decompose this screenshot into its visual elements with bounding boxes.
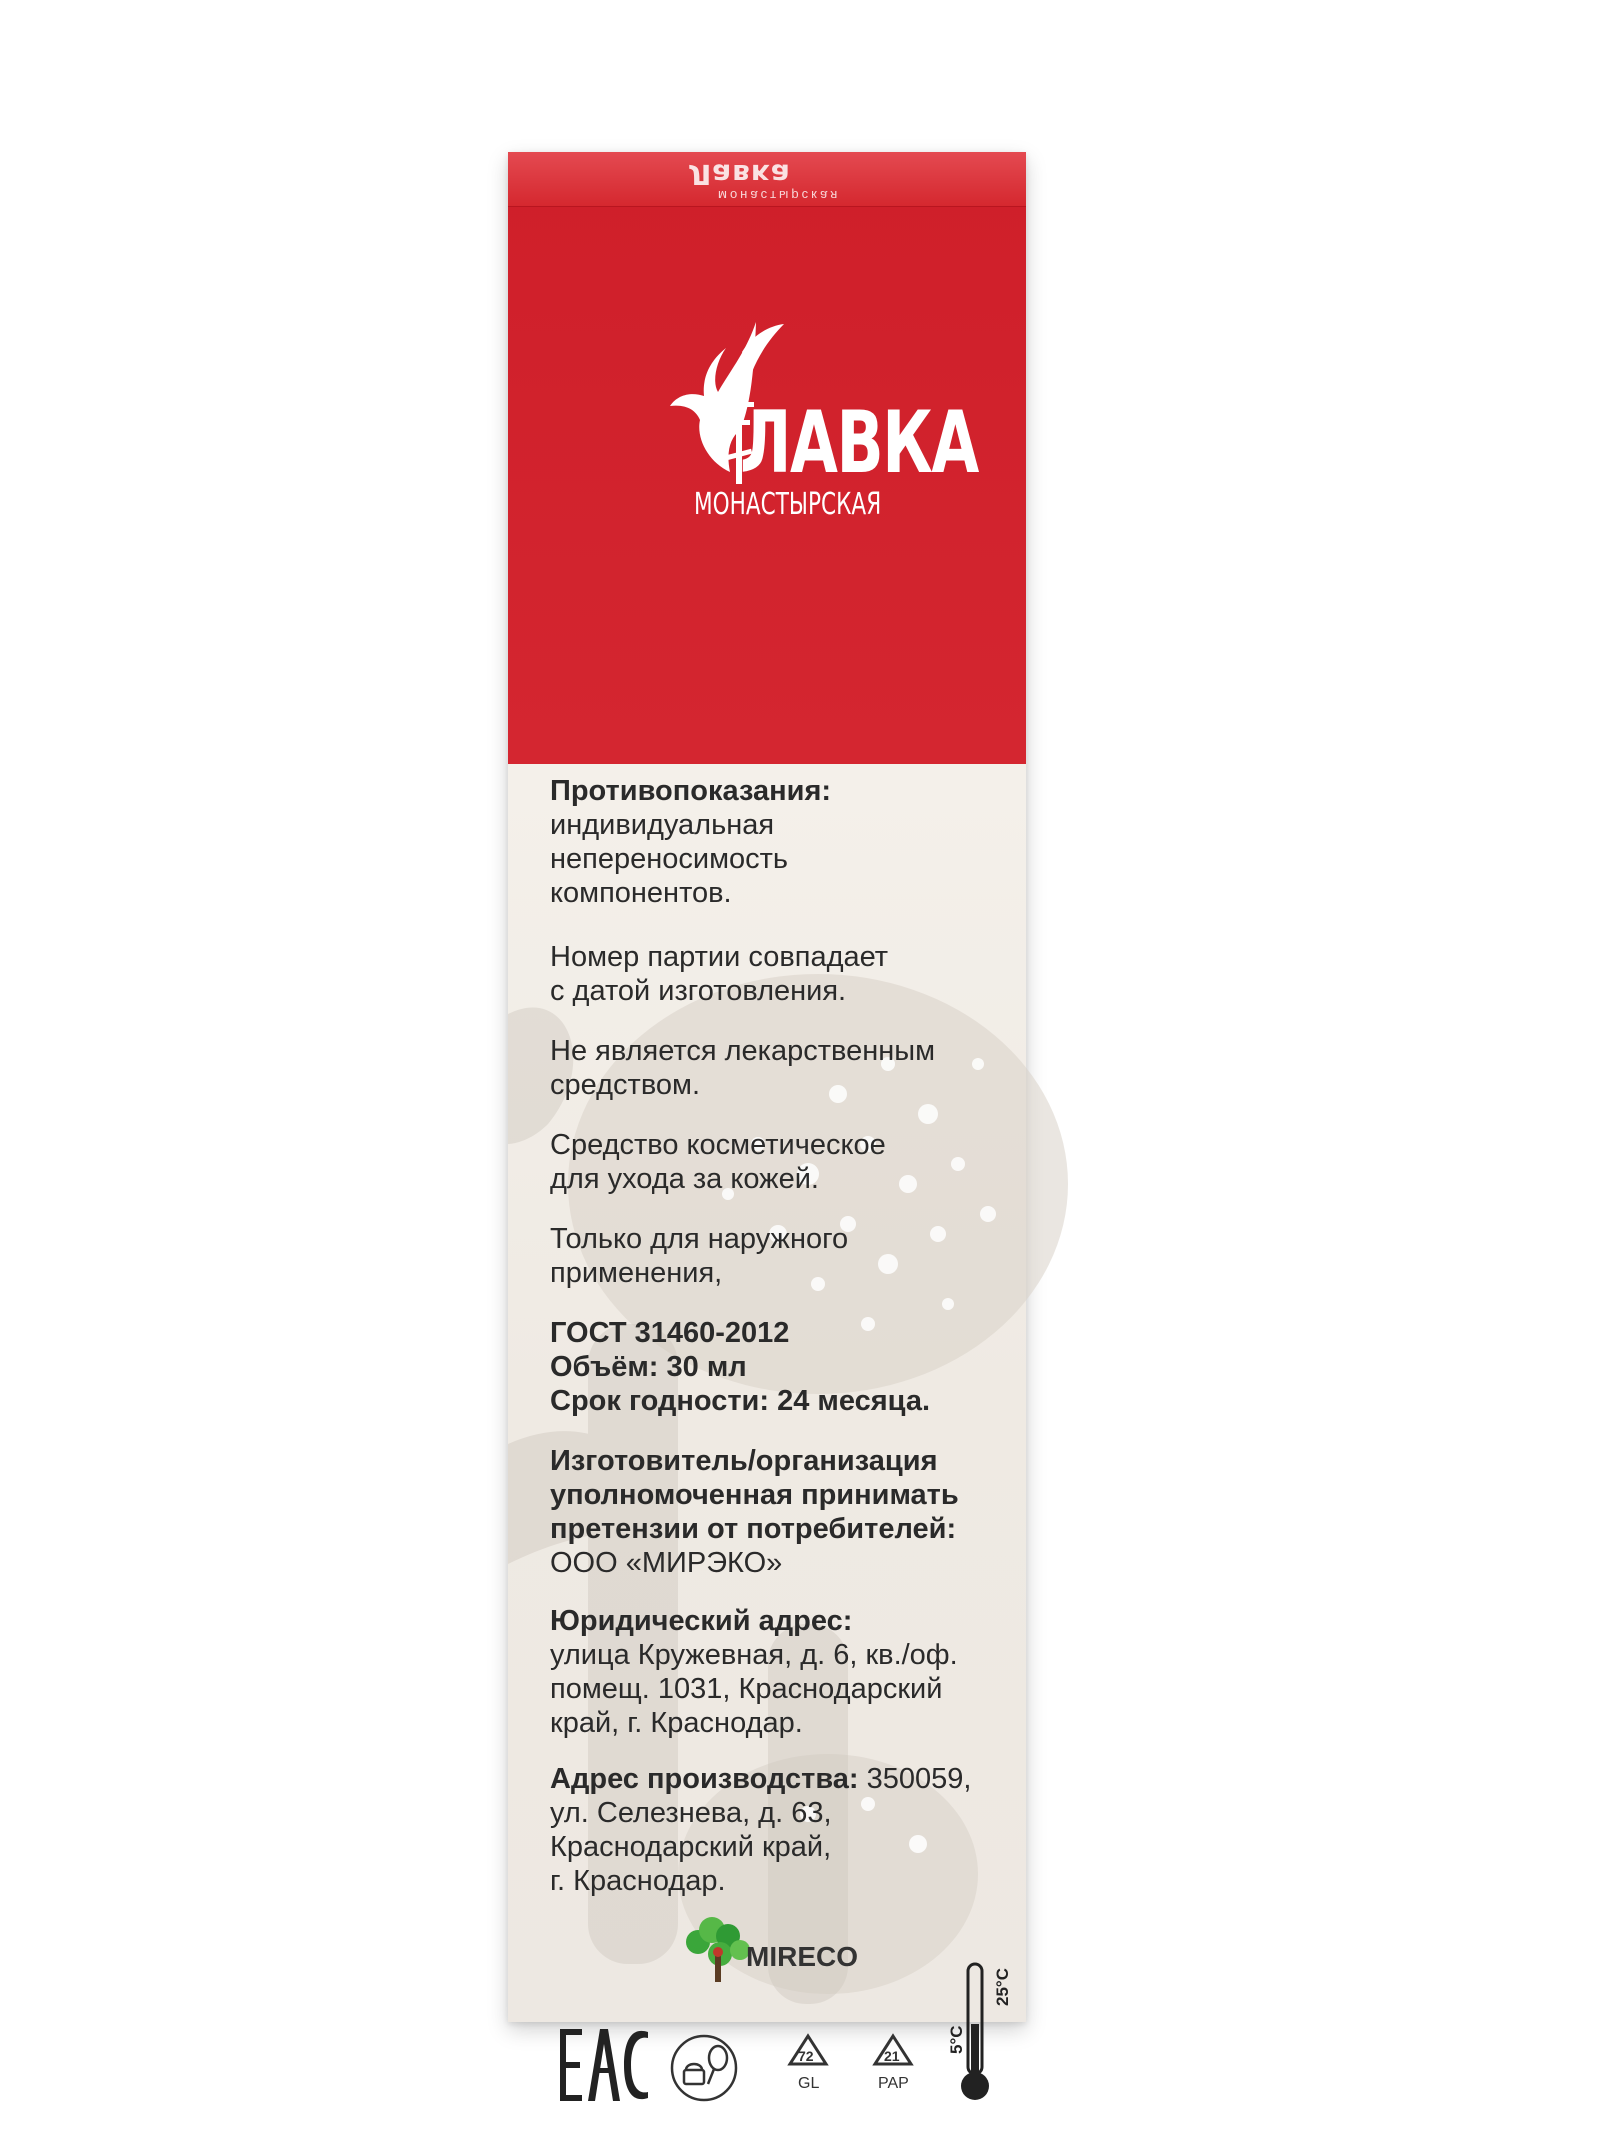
not-medicine-line: средством. — [550, 1069, 701, 1101]
certification-icons — [508, 764, 1026, 2092]
manufacturer-name: ООО «МИРЭКО» — [550, 1547, 783, 1579]
recycle-gl-number: 72 — [798, 2048, 814, 2064]
cosmetic-note-line: для ухода за кожей. — [550, 1163, 819, 1195]
volume: Объём: 30 мл — [550, 1351, 747, 1383]
box-top-fold — [508, 152, 1026, 207]
product-box — [508, 152, 1026, 2092]
contraindications-line: компонентов. — [550, 877, 732, 909]
box-red-top — [508, 152, 1026, 764]
brand-logo-title: ЛАВКА — [740, 393, 978, 493]
external-use-line: применения, — [550, 1257, 723, 1289]
production-postcode: 350059, — [858, 1763, 972, 1795]
batch-note-line: Номер партии совпадает — [550, 941, 889, 973]
mirrored-brand-title: Лавка — [688, 158, 791, 191]
legal-address-title: Юридический адрес: — [550, 1605, 853, 1637]
cosmetics-jar-mirror-icon — [672, 2036, 736, 2100]
mireco-label: MIRECO — [746, 1941, 858, 1972]
manufacturer-title-line: Изготовитель/организация — [550, 1445, 938, 1477]
recycle-pap-number: 21 — [884, 2048, 900, 2064]
mireco-tree-icon — [686, 1917, 750, 1982]
cosmetic-note-line: Средство косметическое — [550, 1129, 886, 1161]
mirrored-brand-subtitle: монастырская — [718, 188, 841, 203]
recycle-pap-label: PAP — [878, 2075, 909, 2092]
recycle-gl-label: GL — [798, 2075, 820, 2092]
production-address-line: Краснодарский край, — [550, 1831, 832, 1863]
contraindications-title: Противопоказания: — [550, 775, 832, 807]
production-address-line: ул. Селезнева, д. 63, — [550, 1797, 832, 1829]
external-use-line: Только для наружного — [550, 1223, 849, 1255]
legal-address-line: край, г. Краснодар. — [550, 1707, 803, 1739]
temperature-high: 25°C — [993, 1968, 1012, 2006]
production-address-line: г. Краснодар. — [550, 1865, 726, 1897]
brand-logo-subtitle: МОНАСТЫРСКАЯ — [694, 487, 882, 522]
production-address-title: Адрес производства: — [550, 1763, 859, 1795]
legal-address-line: улица Кружевная, д. 6, кв./оф. — [550, 1639, 958, 1671]
shelf-life: Срок годности: 24 месяца. — [550, 1385, 931, 1417]
legal-address-line: помещ. 1031, Краснодарский — [550, 1673, 943, 1705]
batch-note-line: с датой изготовления. — [550, 975, 847, 1007]
contraindications-line: непереносимость — [550, 843, 789, 875]
contraindications-line: индивидуальная — [550, 809, 775, 841]
eac-mark-icon — [560, 2029, 648, 2101]
info-panel — [508, 764, 1026, 2092]
not-medicine-line: Не является лекарственным — [550, 1035, 936, 1067]
manufacturer-title-line: уполномоченная принимать — [550, 1479, 959, 1511]
gost-standard: ГОСТ 31460-2012 — [550, 1317, 790, 1349]
brand-logo — [656, 312, 978, 522]
temperature-low: 5°C — [947, 2025, 966, 2054]
manufacturer-title-line: претензии от потребителей: — [550, 1513, 957, 1545]
